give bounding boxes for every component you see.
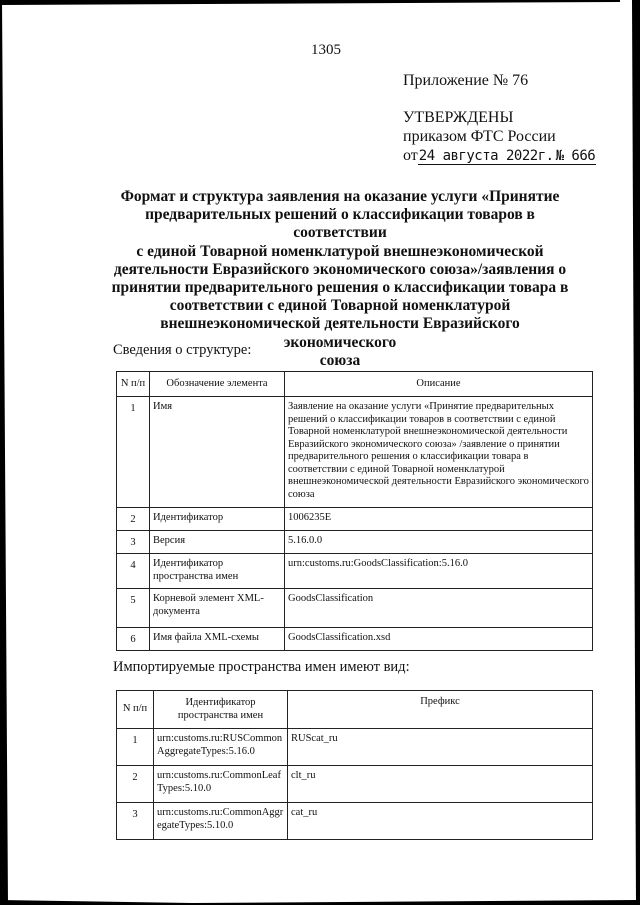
approved-by-order: приказом ФТС России bbox=[403, 128, 556, 145]
header-namespace: Идентификатор пространства имен bbox=[154, 691, 288, 729]
title-line: соответствии с единой Товарной номенклатурой bbox=[169, 297, 511, 315]
header-num: N п/п bbox=[117, 372, 150, 397]
table-row bbox=[117, 589, 593, 628]
table-row bbox=[117, 397, 593, 508]
row-description: GoodsClassification bbox=[285, 589, 593, 628]
row-prefix: RUScat_ru bbox=[288, 729, 593, 766]
order-date-line bbox=[403, 146, 596, 166]
namespaces-table bbox=[116, 690, 593, 840]
header-prefix: Префикс bbox=[288, 691, 593, 729]
row-element: Идентификатор bbox=[150, 508, 285, 531]
header-description: Описание bbox=[285, 372, 593, 397]
row-element: Корневой элемент XML-документа bbox=[150, 589, 285, 628]
row-num: 1 bbox=[117, 729, 154, 766]
page-number: 1305 bbox=[311, 42, 341, 58]
structure-section-label: Сведения о структуре: bbox=[113, 342, 252, 358]
row-prefix: cat_ru bbox=[288, 803, 593, 840]
row-num: 1 bbox=[117, 397, 150, 508]
order-date: 24 августа 2022г. bbox=[418, 148, 554, 164]
table-row bbox=[117, 729, 593, 766]
order-date-prefix: от bbox=[403, 147, 418, 164]
approved-heading: УТВЕРЖДЕНЫ bbox=[403, 109, 514, 126]
row-num: 6 bbox=[117, 628, 150, 651]
title-line: с единой Товарной номенклатурой внешнеэкономической bbox=[136, 242, 544, 260]
table-row bbox=[117, 508, 593, 531]
table-header-row bbox=[117, 691, 593, 729]
scan-border-bottom bbox=[0, 900, 640, 905]
row-element: Имя файла XML-схемы bbox=[150, 628, 285, 651]
header-element: Обозначение элемента bbox=[150, 372, 285, 397]
row-num: 2 bbox=[117, 766, 154, 803]
order-number: № 666 bbox=[555, 148, 596, 164]
table-row bbox=[117, 628, 593, 651]
row-element: Версия bbox=[150, 531, 285, 554]
header-num: N п/п bbox=[117, 691, 154, 729]
table-header-row bbox=[117, 372, 593, 397]
appendix-label: Приложение № 76 bbox=[403, 72, 529, 89]
row-description: Заявление на оказание услуги «Принятие предварительных решений о классификации товаров в соответствии с единой Товарной номенклатурой внешнеэкономической деятельности Евразийского экономического союза» /заявление о принятии предварительного решения о классификации товара в соответствии с единой Товарной номенклатурой внешнеэкономической деятельности Евразийского экономического союза bbox=[285, 397, 593, 508]
row-element: Имя bbox=[150, 397, 285, 508]
scan-border-left bbox=[0, 0, 8, 905]
row-namespace: urn:customs.ru:RUSCommonAggregateTypes:5.16.0 bbox=[154, 729, 288, 766]
namespaces-section-label: Импортируемые пространства имен имеют вид: bbox=[113, 659, 410, 675]
row-description: 5.16.0.0 bbox=[285, 531, 593, 554]
row-description: 1006235E bbox=[285, 508, 593, 531]
table-row bbox=[117, 766, 593, 803]
structure-table bbox=[116, 371, 593, 651]
approval-block bbox=[403, 108, 596, 166]
title-line: Формат и структура заявления на оказание услуги «Принятие bbox=[120, 188, 560, 205]
table-row bbox=[117, 531, 593, 554]
title-line: союза bbox=[319, 351, 361, 369]
title-line: внешнеэкономической деятельности Евразийского экономического bbox=[160, 315, 520, 351]
scan-border-top bbox=[0, 0, 620, 5]
row-description: GoodsClassification.xsd bbox=[285, 628, 593, 651]
scan-border-right bbox=[628, 0, 640, 905]
title-line: деятельности Евразийского экономического союза»/заявления о bbox=[113, 260, 567, 278]
row-num: 3 bbox=[117, 803, 154, 840]
title-line: принятии предварительного решения о классификации товара в bbox=[111, 279, 569, 297]
row-prefix: clt_ru bbox=[288, 766, 593, 803]
row-namespace: urn:customs.ru:CommonAggregateTypes:5.10.0 bbox=[154, 803, 288, 840]
row-num: 5 bbox=[117, 589, 150, 628]
row-namespace: urn:customs.ru:CommonLeafTypes:5.10.0 bbox=[154, 766, 288, 803]
row-element: Идентификатор пространства имен bbox=[150, 554, 285, 589]
row-description: urn:customs.ru:GoodsClassification:5.16.0 bbox=[285, 554, 593, 589]
row-num: 4 bbox=[117, 554, 150, 589]
table-row bbox=[117, 803, 593, 840]
row-num: 2 bbox=[117, 508, 150, 531]
table-row bbox=[117, 554, 593, 589]
title-line: предварительных решений о классификации товаров в соответствии bbox=[145, 206, 535, 242]
row-num: 3 bbox=[117, 531, 150, 554]
